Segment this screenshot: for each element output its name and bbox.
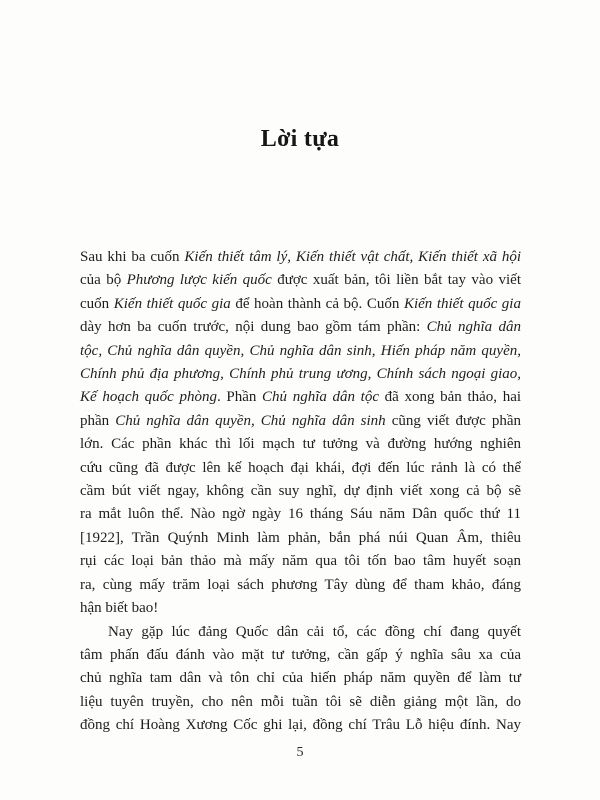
text-segment: đồng chí Hoàng Xương Cốc ghi lại, đồng chí Trâu Lỗ hiệu đính. Nay <box>80 717 521 734</box>
text-line <box>80 503 521 526</box>
body-text <box>80 246 521 738</box>
text-segment: để hoàn thành cả bộ. Cuốn <box>230 295 404 312</box>
text-segment: cứu cũng đã được lên kế hoạch đại khái, đợi đến lúc rảnh là có thể <box>80 459 521 476</box>
text-segment: của bộ <box>80 272 127 289</box>
text-line <box>80 433 521 456</box>
text-segment: phần <box>80 412 116 429</box>
text-line <box>80 644 521 667</box>
text-segment: [1922], Trần Quýnh Minh làm phản, bắn phá núi Quan Âm, thiêu <box>80 529 521 546</box>
italic-text-segment: Chủ nghĩa dân tộc <box>262 389 380 406</box>
text-segment: Sau khi ba cuốn <box>80 249 185 265</box>
text-segment: cũng viết được phần <box>385 412 521 429</box>
text-line <box>80 363 521 386</box>
text-line <box>80 597 521 620</box>
text-line <box>80 293 521 316</box>
text-line <box>80 410 521 433</box>
italic-text-segment: Kế hoạch quốc phòng <box>80 389 217 406</box>
text-segment: chủ nghĩa tam dân và tôn chỉ của hiến pháp năm quyền để làm tư <box>80 670 521 687</box>
text-line <box>80 480 521 503</box>
text-segment: liệu tuyên truyền, cho nên mỗi tuần tôi sẽ diễn giảng một lần, do <box>80 693 521 710</box>
text-segment: ra, cùng mấy trăm loại sách phương Tây dùng để tham khảo, đáng <box>80 576 521 593</box>
italic-text-segment: Phương lược kiến quốc <box>126 272 272 289</box>
text-line <box>80 269 521 292</box>
text-segment: lớn. Các phần khác thì lối mạch tư tưởng và đường hướng nghiên <box>80 436 521 453</box>
text-segment: cuốn <box>80 295 114 312</box>
italic-text-segment: Chính phủ địa phương, Chính phủ trung ương, Chính sách ngoại giao, <box>80 366 521 383</box>
text-line <box>80 316 521 339</box>
text-line <box>80 527 521 550</box>
text-line <box>80 714 521 737</box>
italic-text-segment: Chủ nghĩa dân <box>426 319 521 336</box>
text-line <box>80 386 521 409</box>
text-segment: Nay gặp lúc đảng Quốc dân cải tổ, các đồng chí đang quyết <box>108 623 521 640</box>
text-segment: được xuất bản, tôi liền bắt tay vào viết <box>271 272 521 289</box>
text-segment: tâm phấn đấu đánh vào mặt tư tưởng, cần gấp ý nghĩa sâu xa của <box>80 646 521 663</box>
page-number: 5 <box>296 745 304 760</box>
text-segment: hận biết bao! <box>80 600 159 617</box>
text-segment: cầm bút viết ngay, không cần suy nghĩ, dự định viết xong cả bộ sẽ <box>80 483 521 500</box>
text-line <box>80 667 521 690</box>
text-line <box>80 340 521 363</box>
italic-text-segment: tộc, Chủ nghĩa dân quyền, Chủ nghĩa dân sinh, Hiến pháp năm quyền, <box>80 342 521 359</box>
italic-text-segment: Kiến thiết tâm lý, Kiến thiết vật chất, Kiến thiết xã hội <box>184 249 522 265</box>
italic-text-segment: Kiến thiết quốc gia <box>113 295 231 312</box>
text-line <box>80 621 521 644</box>
italic-text-segment: Chủ nghĩa dân quyền, Chủ nghĩa dân sinh <box>115 412 386 429</box>
text-segment: rụi các loại bản thảo mà mấy năm qua tôi tốn bao tâm huyết soạn <box>80 553 521 570</box>
page-title: Lời tựa <box>260 126 340 152</box>
text-segment: dày hơn ba cuốn trước, nội dung bao gồm tám phần: <box>80 319 427 336</box>
text-line <box>80 550 521 573</box>
text-segment: đã xong bản thảo, hai <box>379 389 522 406</box>
text-line <box>80 457 521 480</box>
text-segment: . Phần <box>216 389 263 406</box>
text-line <box>80 574 521 597</box>
text-segment: ra mắt luôn thể. Nào ngờ ngày 16 tháng Sáu năm Dân quốc thứ 11 <box>80 506 521 523</box>
italic-text-segment: Kiến thiết quốc gia <box>403 295 521 312</box>
text-line <box>80 691 521 714</box>
text-line <box>80 246 521 269</box>
